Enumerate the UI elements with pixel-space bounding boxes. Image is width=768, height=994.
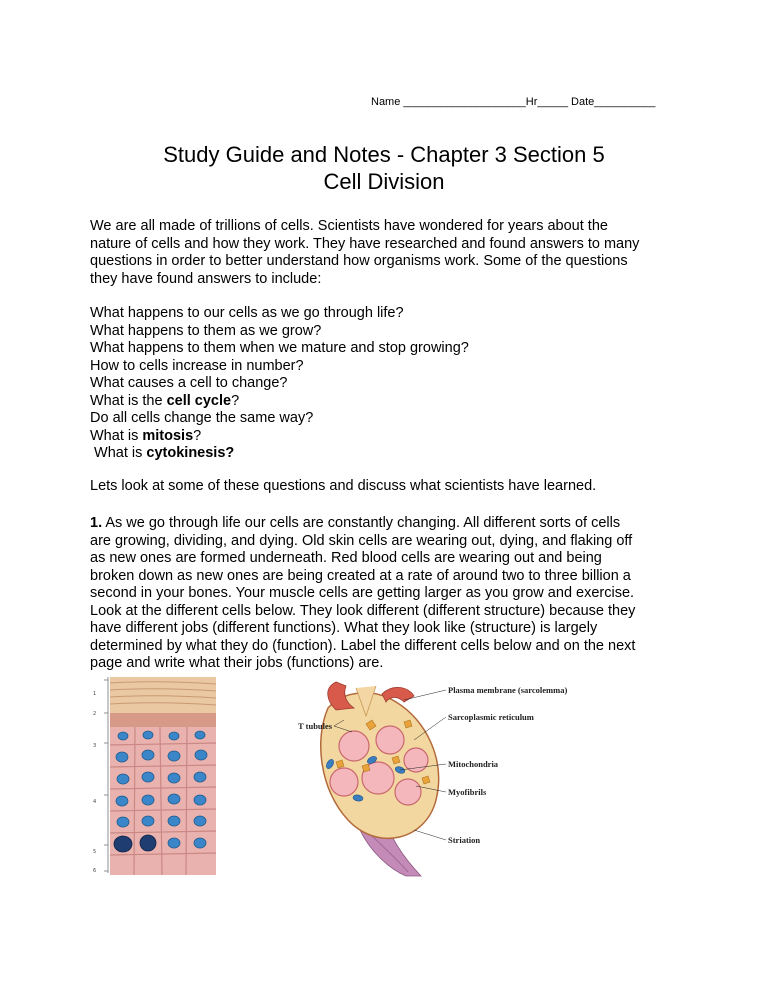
term-cytokinesis: cytokinesis?	[146, 445, 235, 461]
term-cell-cycle: cell cycle	[166, 392, 232, 409]
question-item: Do all cells change the same way?	[90, 410, 314, 426]
label-mitochondria: Mitochondria	[448, 759, 499, 769]
label-myofibrils: Myofibrils	[448, 787, 487, 797]
skin-cells-illustration	[90, 675, 216, 875]
layer-marker: 5	[93, 849, 97, 855]
question-item: What happens to them as we grow?	[90, 322, 322, 339]
paragraph-line: determined by what they do (function). Label the different cells below and on the next	[90, 637, 636, 654]
layer-marker: 6	[93, 868, 97, 874]
intro-line: We are all made of trillions of cells. Scientists have wondered for years about the	[90, 218, 608, 234]
paragraph-line: as new ones are formed underneath. Red blood cells are wearing out and being	[90, 550, 602, 566]
lets-look-line: Lets look at some of these questions and discuss what scientists have learned.	[90, 478, 597, 494]
paragraph-line: broken down as new ones are being created at a rate of around two to three billion a	[90, 567, 631, 584]
paragraph-line: have different jobs (different functions). What they look like (structure) is largely	[90, 620, 598, 636]
layer-marker: 1	[93, 691, 97, 697]
question-item: What is the cell cycle?	[90, 392, 240, 409]
paragraph-line: are growing, dividing, and dying. Old skin cells are wearing out, dying, and flaking off	[90, 532, 633, 549]
muscle-fiber-illustration	[296, 680, 568, 876]
question-item: What happens to them when we mature and stop growing?	[90, 340, 469, 356]
section-number: 1.	[90, 515, 103, 531]
layer-marker: 3	[93, 743, 97, 749]
label-striation: Striation	[448, 835, 481, 845]
title-line-2: Cell Division	[323, 169, 445, 194]
layer-marker: 4	[93, 799, 97, 805]
paragraph-line: second in your bones. Your muscle cells are getting larger as you grow and exercise.	[90, 585, 635, 601]
label-plasma-membrane: Plasma membrane (sarcolemma)	[448, 685, 568, 695]
name-hr-date-line: Name ____________________Hr_____ Date__________	[371, 96, 656, 108]
term-mitosis: mitosis	[142, 427, 194, 444]
section-1-paragraph: 1. As we go through life our cells are constantly changing. All different sorts of cells are growing, dividing, and dying. Old skin cells are wearing out, dying, and flaking off as new ones are formed underneath. Red blood cells are wearing out and being broken down as new ones are being created at a rate of around two to three billion a second in your bones. Your muscle cells are getting larger as you grow and exercise. Look at the different cells below. They look different (different structure) because they have different jobs (different functions). What they look like (structure) is largely determined by what they do (function). Label the different cells below and on the next page and write what their jobs (functions) are.	[90, 515, 690, 673]
paragraph-line: page and write what their jobs (functions) are.	[90, 655, 384, 671]
question-item: How to cells increase in number?	[90, 357, 304, 374]
label-t-tubules: T tubules	[298, 721, 333, 731]
paragraph-line: Look at the different cells below. They look different (different structure) because they	[90, 602, 636, 619]
title-line-1: Study Guide and Notes - Chapter 3 Section 5	[163, 142, 605, 167]
question-item: What is mitosis?	[90, 427, 202, 444]
layer-marker: 2	[93, 711, 97, 717]
question-item: What happens to our cells as we go through life?	[90, 305, 404, 321]
intro-paragraph	[90, 218, 690, 288]
intro-line: nature of cells and how they work. They have researched and found answers to many	[90, 235, 640, 252]
page-title	[0, 141, 768, 195]
question-item: What causes a cell to change?	[90, 375, 288, 391]
question-list	[90, 305, 690, 463]
question-item: What is cytokinesis?	[90, 445, 235, 461]
intro-line: questions in order to better understand how organisms work. Some of the questions	[90, 253, 628, 269]
intro-line: they have found answers to include:	[90, 270, 322, 287]
label-sarcoplasmic-reticulum: Sarcoplasmic reticulum	[448, 712, 534, 722]
